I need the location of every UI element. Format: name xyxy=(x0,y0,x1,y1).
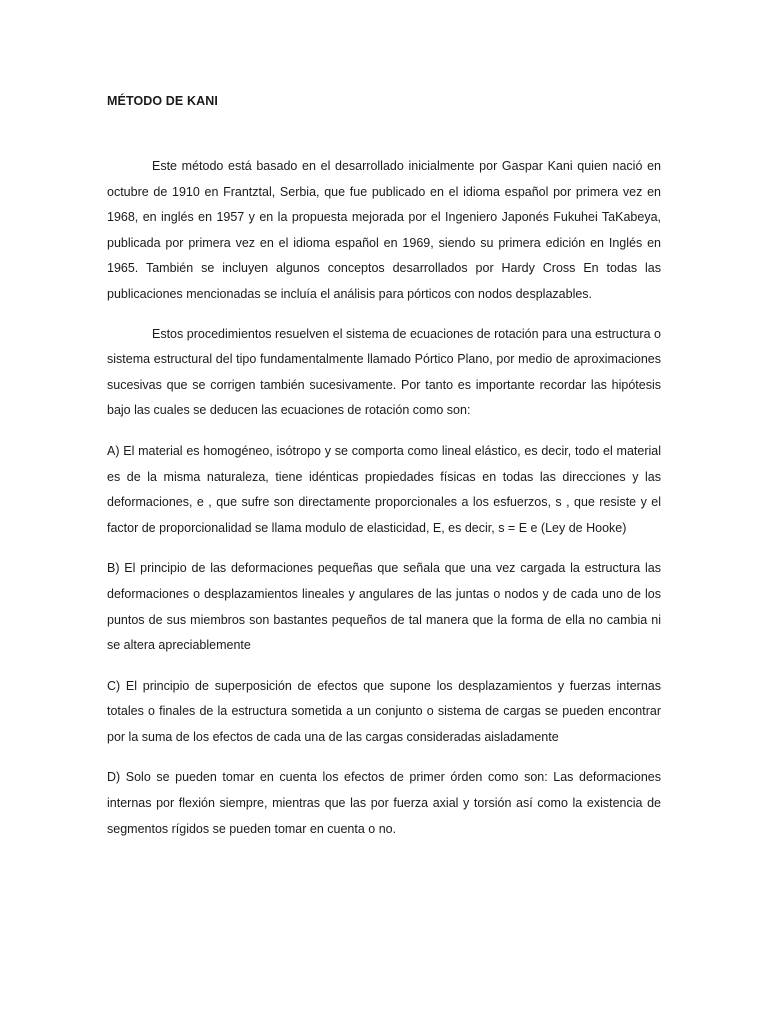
document-page xyxy=(107,88,661,857)
paragraph-hypothesis-d: D) Solo se pueden tomar en cuenta los efectos de primer órden como son: Las deformaciones internas por flexión siempre, mientras que las por fuerza axial y torsión así como la existencia de segmentos rígidos se pueden tomar en cuenta o no. xyxy=(107,770,661,836)
paragraph-hypothesis-c: C) El principio de superposición de efectos que supone los desplazamientos y fuerzas internas totales o finales de la estructura sometida a un conjunto o sistema de cargas se pueden encontrar por la suma de los efectos de cada una de las cargas consideradas aisladamente xyxy=(107,678,661,744)
paragraph-intro: Este método está basado en el desarrollado inicialmente por Gaspar Kani quien nació en octubre de 1910 en Frantztal, Serbia, que fue publicado en el idioma español por primera vez en 1968, en inglés en 1957 y en la propuesta mejorada por el Ingeniero Japonés Fukuhei TaKabeya, publicada por primera vez en el idioma español en 1969, siendo su primera edición en Inglés en 1965. También se incluyen algunos conceptos desarrollados por Hardy Cross En todas las publicaciones mencionadas se incluía el análisis para pórticos con nodos desplazables. xyxy=(107,159,661,301)
document-title: MÉTODO DE KANI xyxy=(107,94,218,108)
paragraph-hypothesis-b: B) El principio de las deformaciones pequeñas que señala que una vez cargada la estructura las deformaciones o desplazamientos lineales y angulares de las juntas o nodos y de cada uno de los puntos de sus miembros son bastantes pequeños de tal manera que la forma de ella no cambia ni se altera apreciablemente xyxy=(107,561,661,653)
paragraph-procedures: Estos procedimientos resuelven el sistema de ecuaciones de rotación para una estructura o sistema estructural del tipo fundamentalmente llamado Pórtico Plano, por medio de aproximaciones sucesivas que se corrigen también sucesivamente. Por tanto es importante recordar las hipótesis bajo las cuales se deducen las ecuaciones de rotación como son: xyxy=(107,326,661,418)
paragraph-hypothesis-a: A) El material es homogéneo, isótropo y se comporta como lineal elástico, es decir, todo el material es de la misma naturaleza, tiene idénticas propiedades físicas en todas las direcciones y las deformaciones, e , que sufre son directamente proporcionales a los esfuerzos, s , que resiste y el factor de proporcionalidad se llama modulo de elasticidad, E, es decir, s = E e (Ley de Hooke) xyxy=(107,443,661,535)
